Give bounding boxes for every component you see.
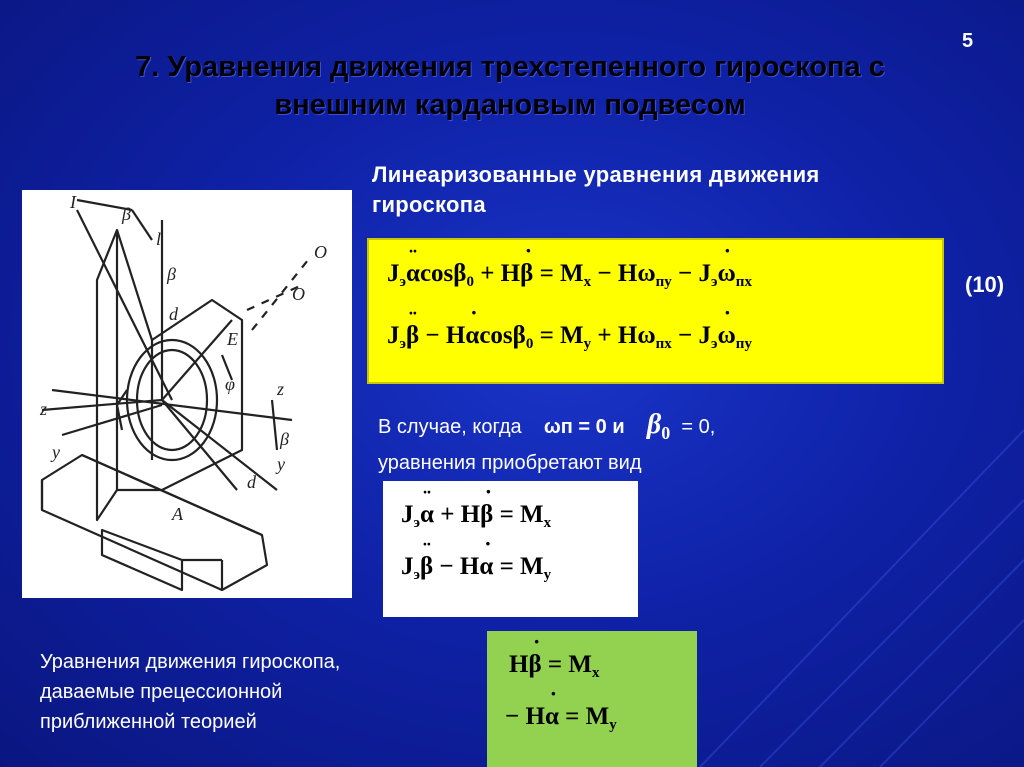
condition-text (378, 410, 918, 478)
slide-number: 5 (962, 30, 974, 52)
simplified-equations-box (383, 481, 638, 617)
label-beta-top: β (122, 204, 131, 224)
label-z-right: z (277, 379, 285, 399)
condition-equals: = 0, (681, 416, 716, 438)
title-line-2: внешним кардановым подвесом (274, 89, 746, 121)
gyroscope-diagram (22, 190, 352, 598)
equation-2: $J_э\beta$ ¨ − Hα ˙cosβ$_0$ = $M_y + H\omega_{пх} - J_э\omega$ $˙_{пу}$ (387, 322, 752, 353)
precession-equation-1: Hβ ˙ = $M_x$ (509, 651, 599, 682)
label-O-mid: O (292, 284, 305, 304)
simplified-equation-1: $J_э\alpha$ ¨ + Hβ ˙ = $M_x$ (401, 501, 551, 532)
condition-line-1 (378, 410, 918, 448)
bottom-line-1: Уравнения движения гироскопа, (40, 651, 341, 673)
label-A: A (172, 504, 183, 524)
beta-symbol (646, 409, 671, 443)
precession-theory-text (40, 647, 480, 737)
beta-subscript: 0 (661, 423, 671, 443)
subhead-line-2: гироскопа (372, 192, 486, 217)
precession-equation-2: − Hα ˙ = $M_y$ (505, 703, 617, 734)
linearized-heading (372, 160, 972, 220)
label-phi: φ (225, 374, 235, 394)
linearized-equations-box (367, 238, 944, 384)
label-beta-right: β (280, 429, 289, 449)
simplified-equation-2: $J_э\beta$ ¨ − Hα ˙ = $M_y$ (401, 553, 551, 584)
label-y-right: y (277, 454, 285, 474)
bottom-line-2: даваемые прецессионной (40, 681, 283, 703)
label-O-top: O (314, 242, 327, 262)
omega-condition: ωп = 0 и (543, 416, 625, 438)
label-d-lower: d (247, 472, 256, 492)
label-I: I (70, 192, 76, 212)
bottom-line-3: приближенной теорией (40, 711, 257, 733)
subhead-line-1: Линеаризованные уравнения движения (372, 162, 820, 187)
label-d: d (169, 304, 178, 324)
beta-letter: β (646, 409, 662, 440)
label-z-left: z (40, 399, 48, 419)
condition-case: В случае, когда (378, 416, 522, 438)
equation-1: $J_э\alpha$ ¨cosβ$_0$ + Hβ ˙ = $M_x - H\omega_{пу} - J_э\omega$ $˙_{пх}$ (387, 260, 752, 291)
slide-title (40, 48, 980, 124)
precession-equations-box (487, 631, 697, 767)
label-E: E (227, 329, 238, 349)
label-l: l (156, 229, 162, 249)
condition-line-2: уравнения приобретают вид (378, 452, 642, 474)
label-beta-mid: β (167, 264, 176, 284)
equation-number: (10) (965, 272, 1005, 297)
title-line-1: 7. Уравнения движения трехстепенного гироскопа с (135, 51, 885, 83)
label-y-left: y (52, 442, 60, 462)
gyroscope-drawing (22, 190, 352, 598)
